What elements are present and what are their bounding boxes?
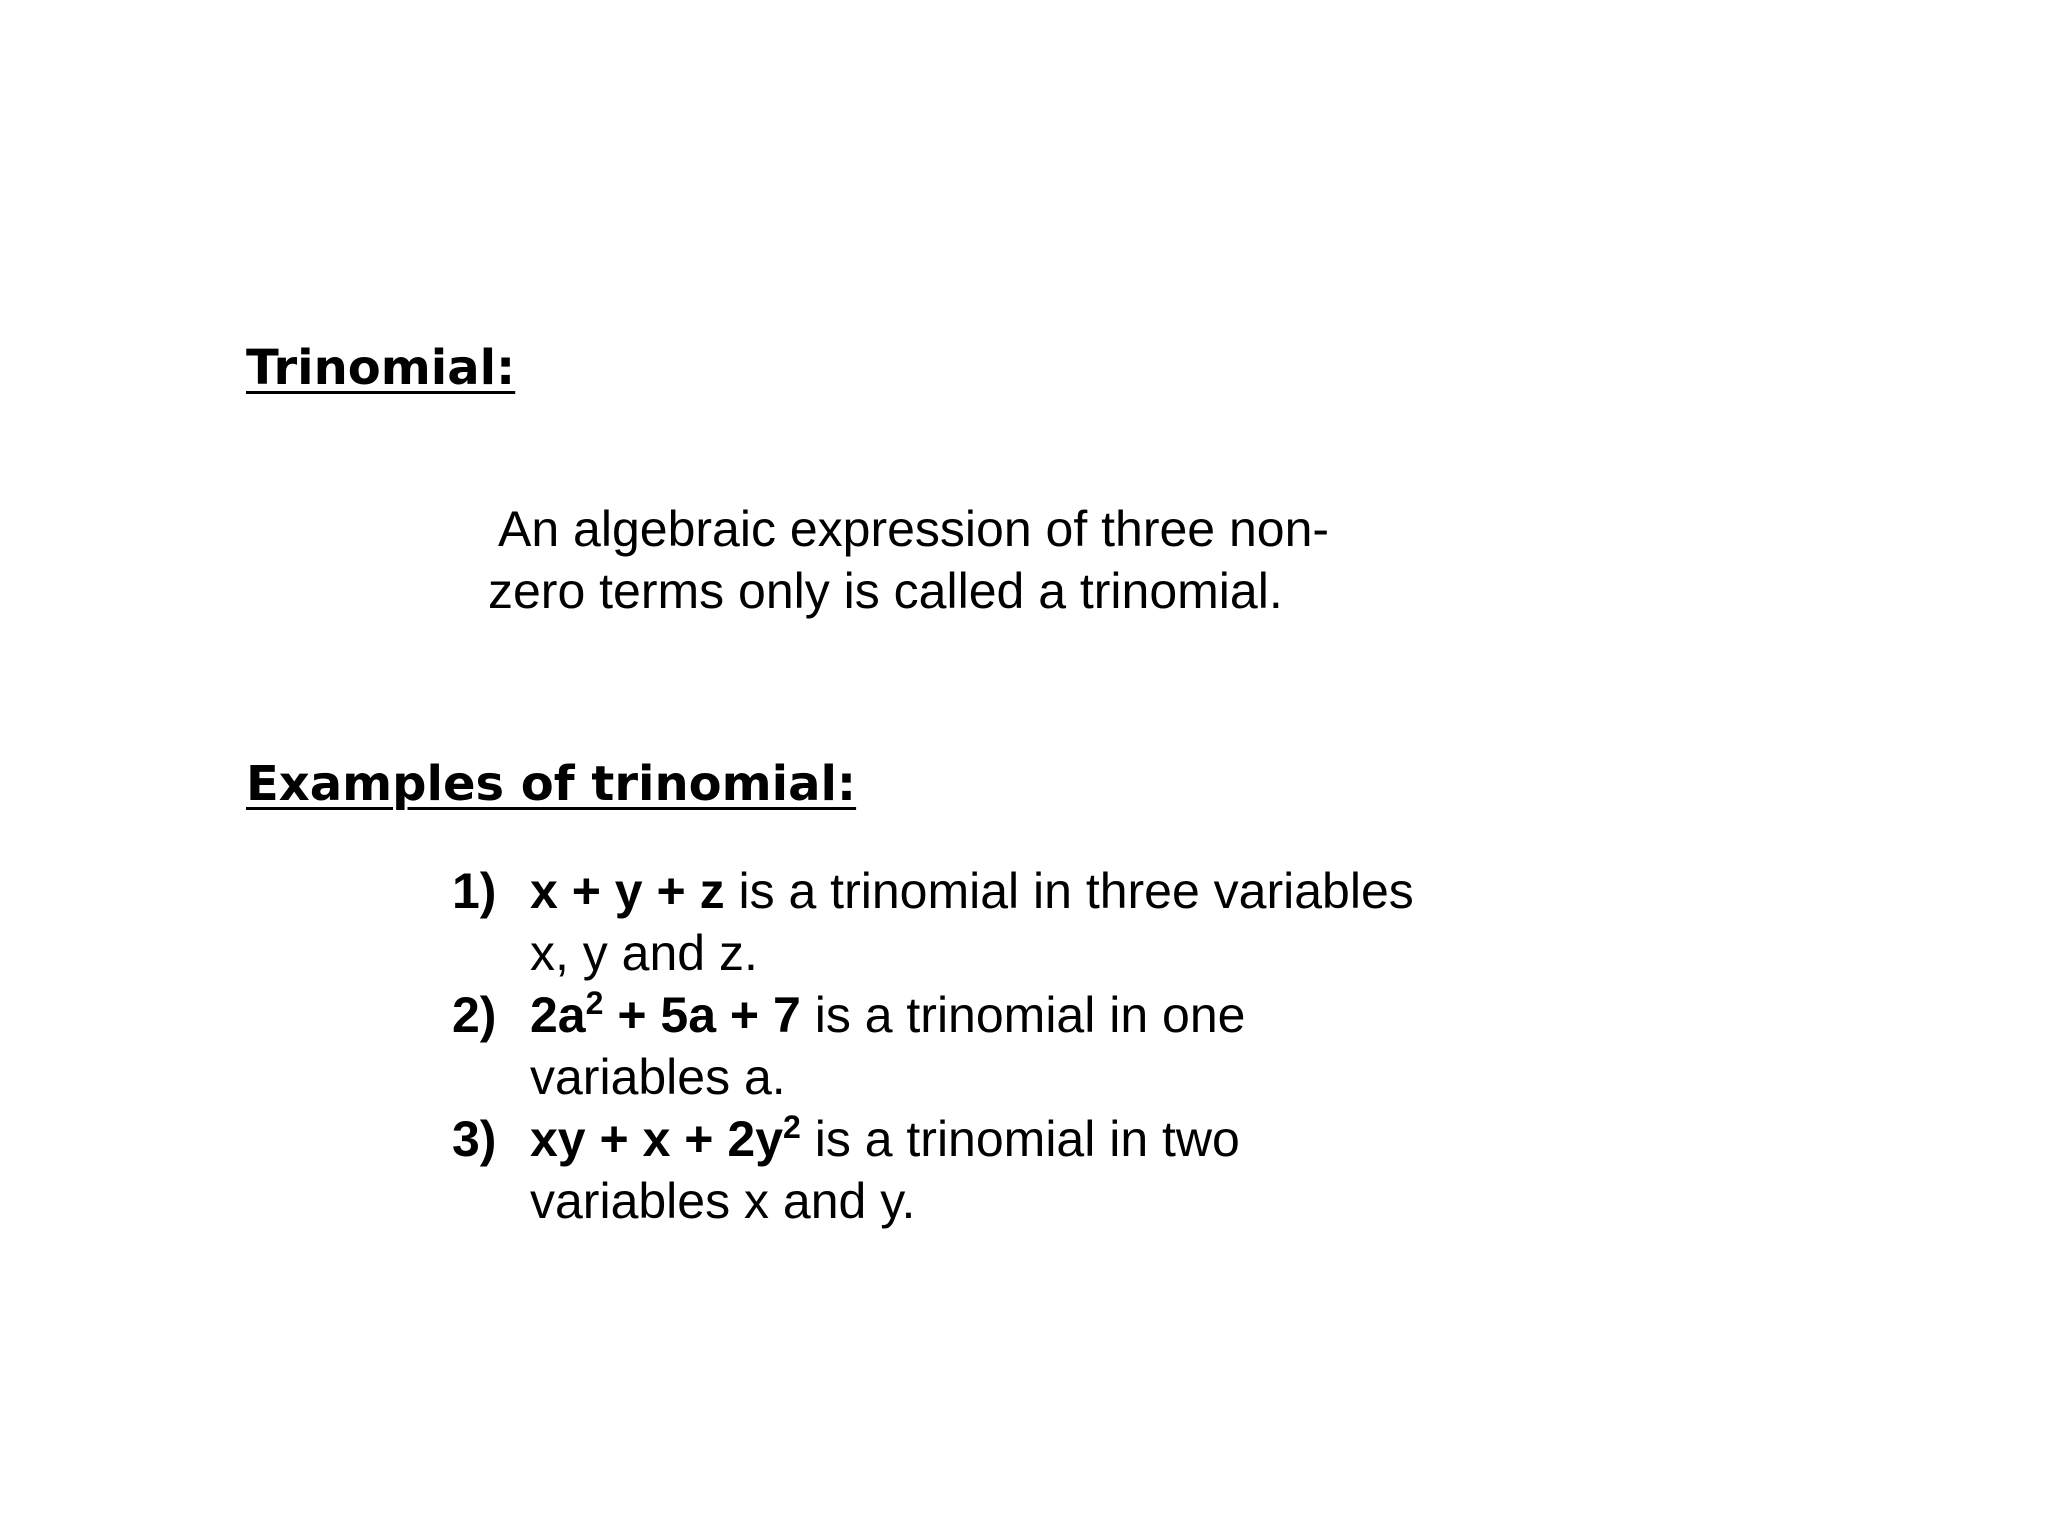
examples-list (452, 860, 1552, 1232)
example-number: 3) (452, 1111, 497, 1167)
example-line: x, y and z. (530, 925, 758, 981)
example-item (452, 1108, 1552, 1232)
example-text: is a trinomial in two (800, 1111, 1240, 1167)
example-item (452, 860, 1552, 984)
example-line (530, 984, 1552, 1046)
example-line: variables a. (530, 1049, 786, 1105)
example-text: is a trinomial in three variables (724, 863, 1414, 919)
example-line (530, 860, 1552, 922)
section-title-trinomial: Trinomial: (246, 340, 516, 396)
example-body (530, 984, 1552, 1108)
expression-term: 2a (530, 987, 586, 1043)
exponent: 2 (783, 1109, 801, 1145)
definition-line: zero terms only is called a trinomial. (488, 563, 1283, 619)
example-expression (530, 1111, 801, 1167)
definition-line: An algebraic expression of three non- (498, 501, 1330, 557)
example-item (452, 984, 1552, 1108)
definition-paragraph (488, 498, 1388, 622)
expression-term: xy + x + 2y (530, 1111, 784, 1167)
example-number: 2) (452, 987, 497, 1043)
example-line: variables x and y. (530, 1173, 916, 1229)
example-body (530, 860, 1552, 984)
example-body (530, 1108, 1552, 1232)
expression-term: + 5a + 7 (603, 987, 801, 1043)
example-expression (530, 987, 801, 1043)
exponent: 2 (585, 985, 604, 1021)
example-line (530, 1108, 1552, 1170)
example-number: 1) (452, 863, 497, 919)
example-expression: x + y + z (530, 863, 725, 919)
example-text: is a trinomial in one (800, 987, 1246, 1043)
section-title-examples: Examples of trinomial: (246, 756, 857, 812)
